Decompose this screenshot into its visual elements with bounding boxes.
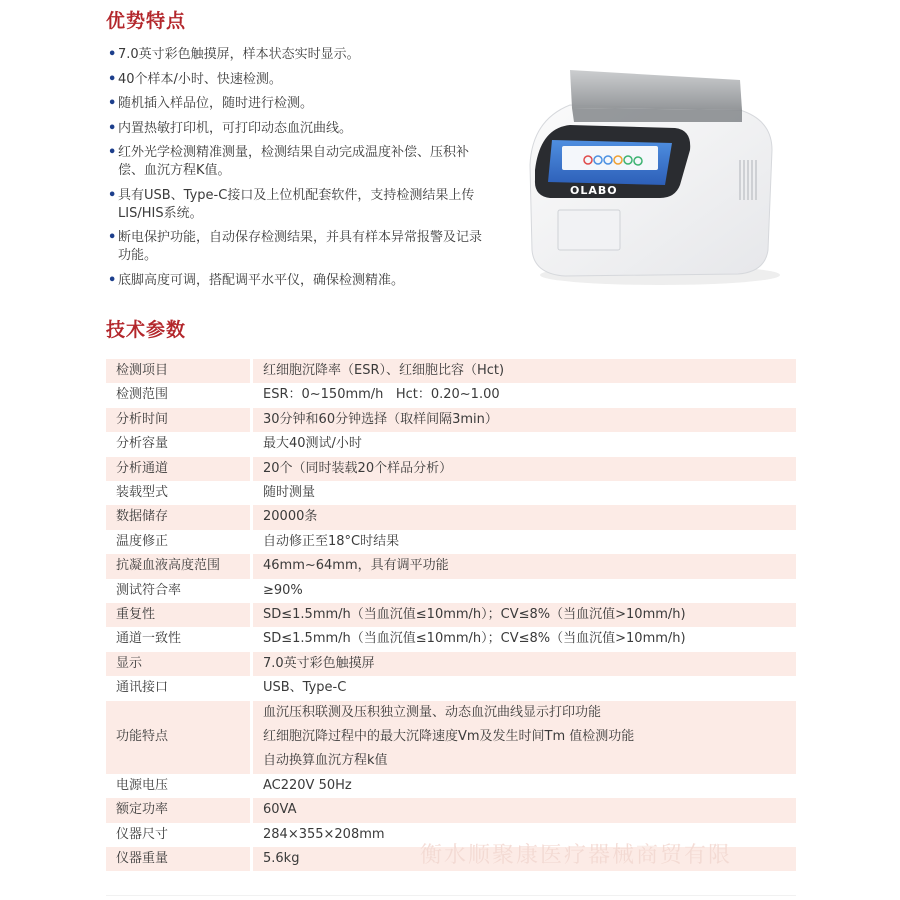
spec-table: [106, 359, 796, 871]
bullet-icon: •: [108, 145, 117, 160]
table-row: [106, 383, 796, 407]
spec-label: 电源电压: [106, 774, 252, 798]
spec-label: 通讯接口: [106, 676, 252, 700]
feature-text: 红外光学检测精准测量，检测结果自动完成温度补偿、压积补偿、血沉方程K值。: [118, 145, 470, 178]
brand-logo: OLABO: [570, 184, 618, 197]
spec-label: 分析时间: [106, 408, 252, 432]
spec-label: 装载型式: [106, 481, 252, 505]
spec-value: 20000条: [252, 505, 797, 529]
divider: [106, 895, 796, 896]
feature-item: [108, 95, 508, 113]
bullet-icon: •: [108, 96, 117, 111]
spec-value: SD≤1.5mm/h（当血沉值≤10mm/h）；CV≤8%（当血沉值>10mm/h): [263, 631, 686, 647]
spec-value-line: 血沉压积联测及压积独立测量、动态血沉曲线显示打印功能: [263, 705, 602, 721]
spec-value: ESR：0~150mm/h Hct：0.20~1.00: [263, 387, 500, 403]
feature-text: 40个样本/小时、快速检测。: [118, 71, 282, 87]
table-row: [106, 603, 796, 627]
spec-value: 30分钟和60分钟选择（取样间隔3min）: [252, 408, 797, 432]
feature-item: [108, 120, 508, 138]
spec-value: 最大40测试/小时: [263, 436, 362, 452]
spec-label: 测试符合率: [106, 579, 252, 603]
feature-text: 7.0英寸彩色触摸屏，样本状态实时显示。: [118, 47, 360, 62]
table-row: [106, 554, 796, 578]
table-row: [106, 505, 796, 529]
spec-label: 分析容量: [106, 432, 252, 456]
spec-label: 抗凝血液高度范围: [106, 554, 252, 578]
feature-item: [108, 144, 488, 180]
spec-value: 随时测量: [263, 485, 316, 501]
spec-value: 红细胞沉降率（ESR）、红细胞比容（Hct): [252, 359, 797, 383]
spec-value-line: 自动换算血沉方程k值: [263, 753, 388, 769]
table-row: [106, 701, 796, 774]
feature-item: [108, 46, 508, 64]
bullet-icon: •: [108, 230, 117, 245]
spec-label: 仪器尺寸: [106, 823, 252, 847]
spec-value: AC220V 50Hz: [263, 777, 352, 793]
table-row: [106, 359, 796, 383]
spec-value: 20个（同时装载20个样品分析）: [252, 457, 797, 481]
spec-value: USB、Type-C: [263, 680, 347, 696]
feature-text: 底脚高度可调，搭配调平水平仪，确保检测精准。: [118, 272, 405, 288]
spec-value: 284×355×208mm: [263, 826, 385, 842]
feature-text: 随机插入样品位，随时进行检测。: [118, 96, 314, 111]
product-image: [510, 50, 800, 290]
spec-label: 通道一致性: [106, 627, 252, 651]
feature-text: 具有USB、Type-C接口及上位机配套软件，支持检测结果上传LIS/HIS系统。: [118, 187, 475, 221]
spec-label: 显示: [106, 652, 252, 676]
table-row: [106, 530, 796, 554]
spec-label: 检测范围: [106, 383, 252, 407]
spec-value: ≥90%: [263, 582, 303, 598]
feature-item: [108, 187, 488, 223]
spec-value: 自动修正至18°C时结果: [263, 533, 400, 549]
features-heading: 优势特点: [106, 10, 187, 32]
spec-value: 60VA: [252, 798, 797, 822]
spec-label: 分析通道: [106, 457, 252, 481]
bullet-icon: •: [108, 71, 117, 87]
spec-label: 检测项目: [106, 359, 252, 383]
table-row: [106, 579, 796, 603]
feature-item: [108, 272, 508, 290]
spec-value: SD≤1.5mm/h（当血沉值≤10mm/h）；CV≤8%（当血沉值>10mm/h): [252, 603, 797, 627]
table-row: [106, 676, 796, 700]
specs-heading: 技术参数: [106, 319, 187, 341]
bullet-icon: •: [108, 187, 117, 203]
table-row: [106, 481, 796, 505]
spec-label: 功能特点: [106, 701, 252, 774]
feature-item: [108, 229, 488, 265]
spec-value: 46mm~64mm，具有调平功能: [252, 554, 797, 578]
table-row: [106, 457, 796, 481]
watermark: 衡水顺聚康医疗器械商贸有限: [420, 843, 733, 868]
features-list: [108, 46, 508, 296]
table-row: [106, 798, 796, 822]
table-row: [106, 627, 796, 651]
bullet-icon: •: [108, 272, 117, 288]
spec-value: 5.6kg: [252, 847, 797, 871]
bullet-icon: •: [108, 120, 117, 136]
feature-text: 断电保护功能，自动保存检测结果，并具有样本异常报警及记录功能。: [118, 230, 483, 263]
feature-text: 内置热敏打印机，可打印动态血沉曲线。: [118, 120, 353, 136]
spec-label: 数据储存: [106, 505, 252, 529]
feature-item: [108, 71, 508, 89]
spec-label: 重复性: [106, 603, 252, 627]
table-row: [106, 774, 796, 798]
spec-value: 7.0英寸彩色触摸屏: [252, 652, 797, 676]
spec-value: [252, 701, 797, 774]
table-row: [106, 432, 796, 456]
spec-label: 温度修正: [106, 530, 252, 554]
bullet-icon: •: [108, 47, 117, 62]
table-row: [106, 652, 796, 676]
spec-label: 额定功率: [106, 798, 252, 822]
table-row: [106, 408, 796, 432]
analyzer-device-icon: [510, 50, 800, 290]
spec-value-line: 红细胞沉降过程中的最大沉降速度Vm及发生时间Tm 值检测功能: [263, 729, 635, 745]
spec-label: 仪器重量: [106, 847, 252, 871]
